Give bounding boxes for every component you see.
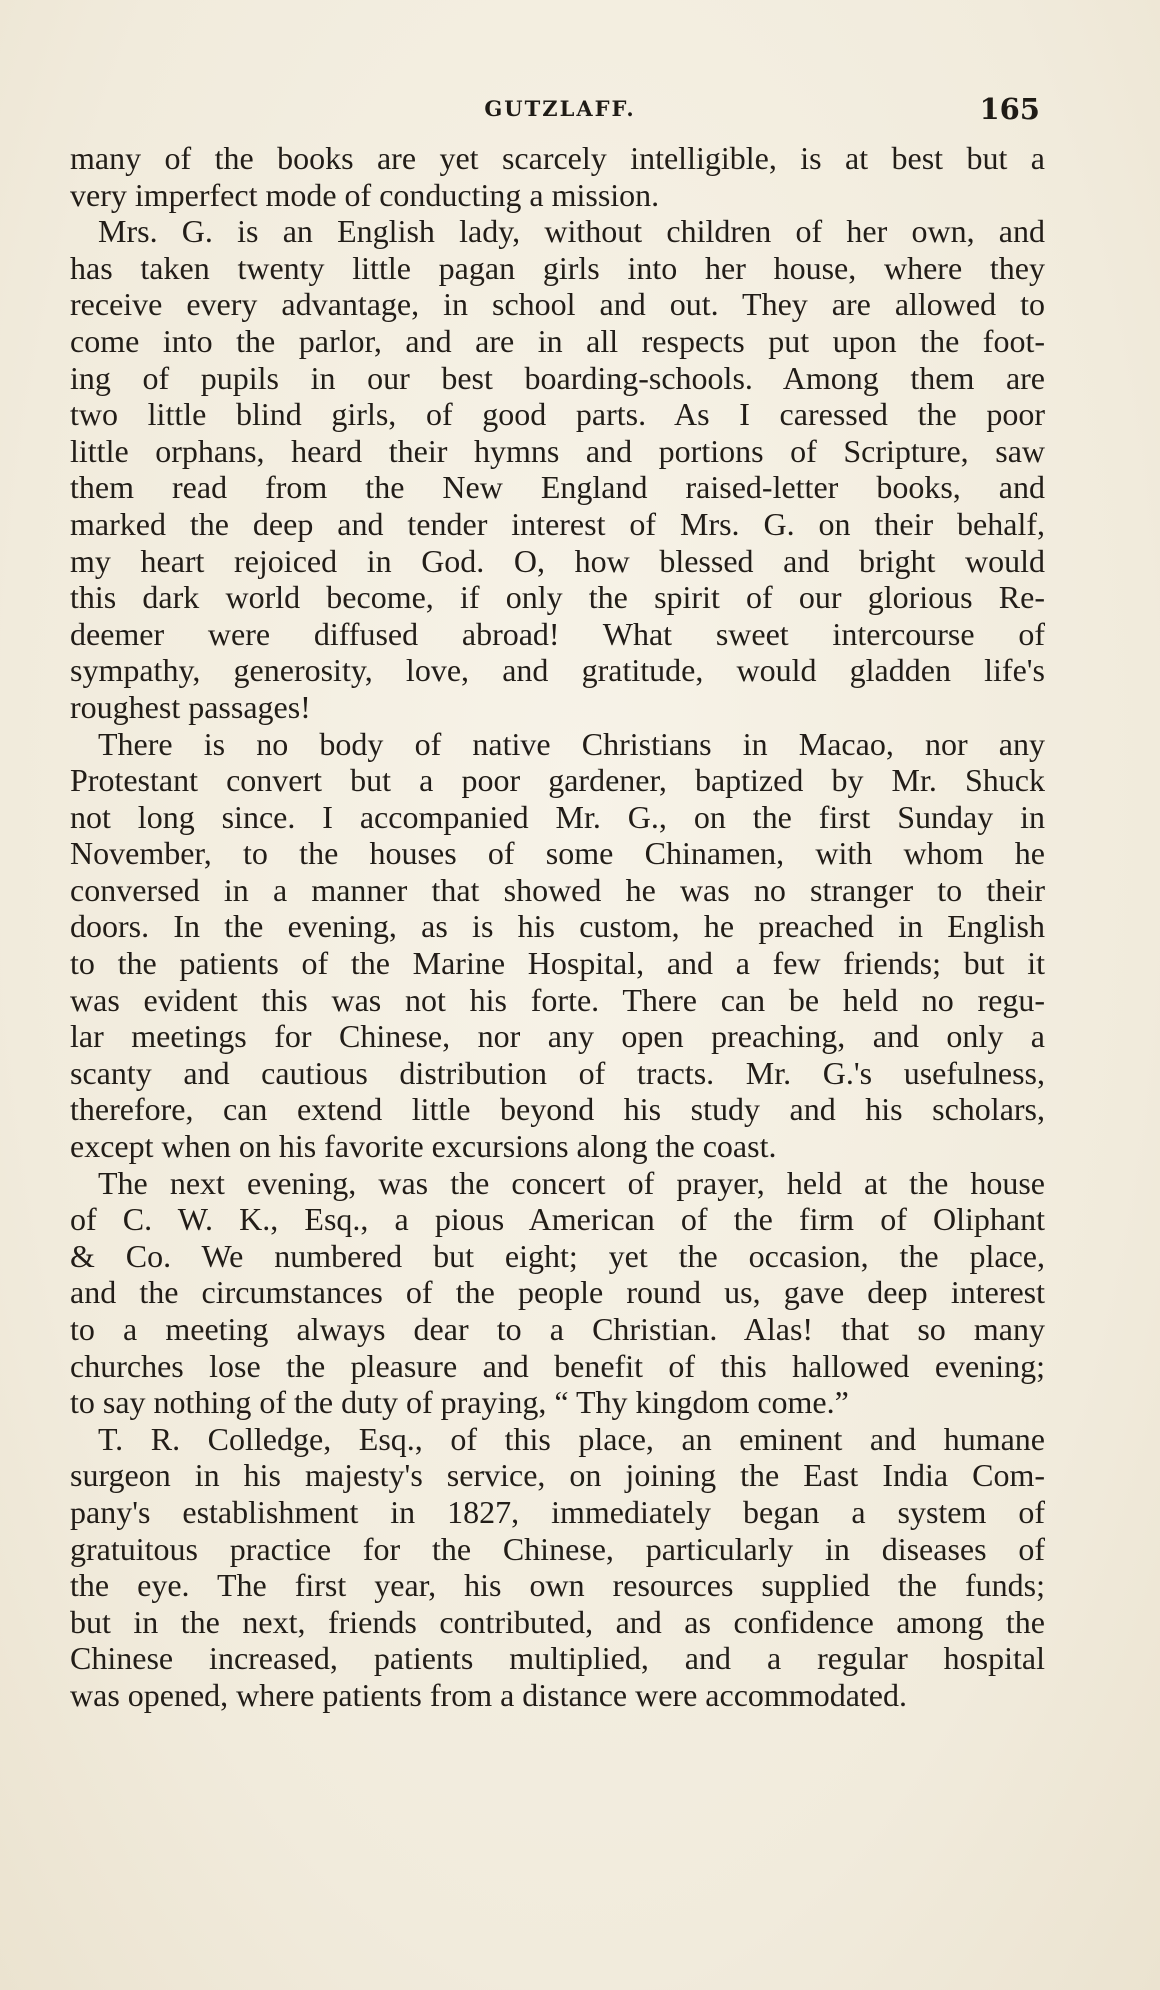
text-line: come into the parlor, and are in all respects put upon the foot-	[70, 322, 1045, 359]
text-line: & Co. We numbered but eight; yet the occasion, the place,	[70, 1237, 1045, 1274]
text-line: Mrs. G. is an English lady, without children of her own, and	[98, 213, 1045, 250]
text-line: the eye. The first year, his own resources supplied the funds;	[70, 1567, 1045, 1604]
text-line: churches lose the pleasure and benefit of this hallowed evening;	[70, 1347, 1045, 1384]
text-line: surgeon in his majesty's service, on joining the East India Com-	[70, 1457, 1045, 1494]
text-line: November, to the houses of some Chinamen, with whom he	[70, 835, 1045, 872]
text-line: was opened, where patients from a distance were accommodated.	[70, 1676, 907, 1713]
text-line: deemer were diffused abroad! What sweet intercourse of	[70, 615, 1045, 652]
running-head: GUTZLAFF.	[484, 96, 636, 121]
text-line: very imperfect mode of conducting a mission.	[70, 176, 660, 213]
text-line: to the patients of the Marine Hospital, and a few friends; but it	[70, 945, 1045, 982]
text-line: many of the books are yet scarcely intelligible, is at best but a	[70, 140, 1045, 176]
page-number: 165	[979, 92, 1040, 126]
text-line: to say nothing of the duty of praying, “ Thy kingdom come.”	[70, 1384, 849, 1421]
text-line: Protestant convert but a poor gardener, baptized by Mr. Shuck	[70, 762, 1045, 799]
text-line: Chinese increased, patients multiplied, and a regular hospital	[70, 1640, 1045, 1677]
text-line: gratuitous practice for the Chinese, particularly in diseases of	[70, 1530, 1045, 1567]
text-line: except when on his favorite excursions along the coast.	[70, 1128, 777, 1165]
text-line: receive every advantage, in school and out. They are allowed to	[70, 286, 1045, 323]
text-line: scanty and cautious distribution of tracts. Mr. G.'s usefulness,	[70, 1054, 1045, 1091]
text-line: lar meetings for Chinese, nor any open preaching, and only a	[70, 1018, 1045, 1055]
text-line: There is no body of native Christians in Macao, nor any	[98, 725, 1045, 762]
text-line: of C. W. K., Esq., a pious American of the firm of Oliphant	[70, 1201, 1045, 1238]
text-line: T. R. Colledge, Esq., of this place, an eminent and humane	[98, 1420, 1045, 1457]
text-line: and the circumstances of the people round us, gave deep interest	[70, 1274, 1045, 1311]
text-line: pany's establishment in 1827, immediately began a system of	[70, 1493, 1045, 1530]
text-line: my heart rejoiced in God. O, how blessed and bright would	[70, 542, 1045, 579]
text-line: but in the next, friends contributed, and as confidence among the	[70, 1603, 1045, 1640]
body-text	[70, 140, 1045, 1714]
text-line: roughest passages!	[70, 688, 311, 725]
text-line: not long since. I accompanied Mr. G., on the first Sunday in	[70, 798, 1045, 835]
text-line: The next evening, was the concert of prayer, held at the house	[98, 1164, 1045, 1201]
text-line: little orphans, heard their hymns and portions of Scripture, saw	[70, 432, 1045, 469]
text-line: this dark world become, if only the spirit of our glorious Re-	[70, 579, 1045, 616]
text-line: was evident this was not his forte. There can be held no regu-	[70, 981, 1045, 1018]
text-line: two little blind girls, of good parts. As I caressed the poor	[70, 396, 1045, 433]
text-line: has taken twenty little pagan girls into her house, where they	[70, 249, 1045, 286]
text-line: to a meeting always dear to a Christian. Alas! that so many	[70, 1311, 1045, 1347]
text-line: doors. In the evening, as is his custom, he preached in English	[70, 908, 1045, 945]
text-line: marked the deep and tender interest of Mrs. G. on their behalf,	[70, 505, 1045, 542]
text-line: sympathy, generosity, love, and gratitude, would gladden life's	[70, 652, 1045, 689]
page-header	[80, 92, 1040, 132]
text-line: ing of pupils in our best boarding-schools. Among them are	[70, 359, 1045, 396]
text-line: conversed in a manner that showed he was no stranger to their	[70, 871, 1045, 908]
text-line: them read from the New England raised-letter books, and	[70, 469, 1045, 506]
text-line: therefore, can extend little beyond his study and his scholars,	[70, 1091, 1045, 1128]
